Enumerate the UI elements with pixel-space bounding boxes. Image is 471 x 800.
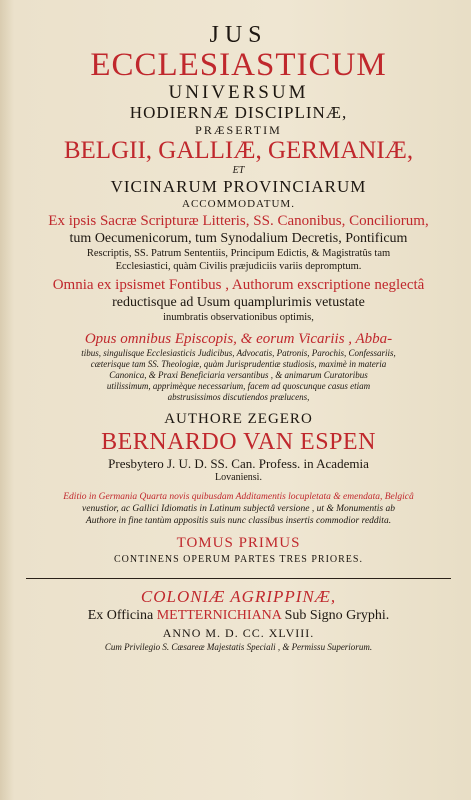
title-accommodatum: ACCOMMODATUM. — [182, 198, 295, 210]
method-line-2: reductisque ad Usum quamplurimis vetustate — [112, 295, 365, 310]
title-block — [26, 22, 451, 211]
edition-line-1: Editio in Germania Quarta novis quibusdam Additamentis locupletata & emendata, Belgicâ — [63, 492, 414, 502]
sources-paragraph — [26, 213, 451, 273]
audience-line-5: utilissimum, apprimèque necessarium, facem ad quoscunque casus etiam — [106, 381, 371, 391]
title-belgii: BELGII, GALLIÆ, GERMANIÆ, — [63, 137, 414, 164]
title-ecclesiasticum: ECCLESIASTICUM — [90, 47, 387, 83]
method-line-3: inumbratis observationibus optimis, — [163, 312, 314, 323]
author-academia: Lovaniensi. — [215, 472, 262, 483]
imprint-city: COLONIÆ AGRIPPINÆ, — [140, 587, 337, 606]
imprint-office — [26, 607, 451, 625]
title-hodiernae: HODIERNÆ DISCIPLINÆ, — [129, 103, 348, 122]
edition-line-3: Authore in fine tantùm appositis suis nunc classibus insertis commodior reddita. — [85, 516, 392, 526]
volume-contents: CONTINENS OPERUM PARTES TRES PRIORES. — [114, 554, 363, 565]
imprint-year: ANNO M. D. CC. XLVIII. — [162, 626, 315, 640]
audience-paragraph — [26, 331, 451, 403]
title-universum: UNIVERSUM — [168, 82, 309, 103]
author-label: AUTHORE ZEGERO — [164, 411, 313, 427]
imprint-office-post: Sub Signo Gryphi. — [284, 608, 390, 623]
method-line-1: Omnia ex ipsismet Fontibus , Authorum exscriptione neglectâ — [52, 277, 425, 293]
sources-line-3: Rescriptis, SS. Patrum Sententiis, Principum Edictis, & Magistratûs tam — [86, 248, 391, 259]
divider-rule — [26, 578, 451, 579]
audience-line-4: Canonica, & Praxi Beneficiaria versantibus , & animarum Curatoribus — [109, 370, 368, 380]
method-paragraph — [26, 277, 451, 324]
sources-line-2: tum Oecumenicorum, tum Synodalium Decretis, Pontificum — [69, 231, 408, 246]
audience-line-1: Opus omnibus Episcopis, & eorum Vicariis , Abba- — [84, 331, 393, 347]
imprint-block — [26, 587, 451, 653]
volume-block — [26, 534, 451, 566]
audience-line-3: cæterisque tam SS. Theologiæ, quàm Jurisprudentiæ studiosis, maximè in materia — [90, 359, 387, 369]
audience-line-6: abstrusissimos discutiendos prælucens, — [167, 392, 310, 402]
audience-line-2: tibus, singulisque Ecclesiasticis Judicibus, Advocatis, Patronis, Parochis, Confessariis, — [81, 348, 396, 358]
edition-line-2: venustior, ac Gallici Idiomatis in Latinum subjectâ versione , ut & Monumentis ab — [82, 504, 395, 514]
sources-line-4: Ecclesiastici, quàm Civilis præjudiciis variis depromptum. — [115, 261, 362, 272]
author-name: BERNARDO VAN ESPEN — [101, 429, 376, 455]
sources-line-1: Ex ipsis Sacræ Scripturæ Litteris, SS. Canonibus, Conciliorum, — [48, 213, 429, 229]
title-et: ET — [232, 165, 245, 176]
title-praesertim: PRÆSERTIM — [195, 123, 282, 137]
edition-paragraph — [26, 491, 451, 527]
volume-tomus: TOMUS PRIMUS — [176, 535, 301, 551]
imprint-privilege: Cum Privilegio S. Cæsareæ Majestatis Speciali , & Permissu Superiorum. — [104, 642, 373, 652]
author-title: Presbytero J. U. D. SS. Can. Profess. in Academia — [108, 456, 369, 471]
title-vicinarum: VICINARUM PROVINCIARUM — [110, 177, 367, 196]
imprint-office-name: METTERNICHIANA — [156, 608, 282, 623]
author-block — [26, 410, 451, 484]
title-jus: JUS — [209, 22, 268, 48]
imprint-office-pre: Ex Officina — [87, 608, 154, 623]
